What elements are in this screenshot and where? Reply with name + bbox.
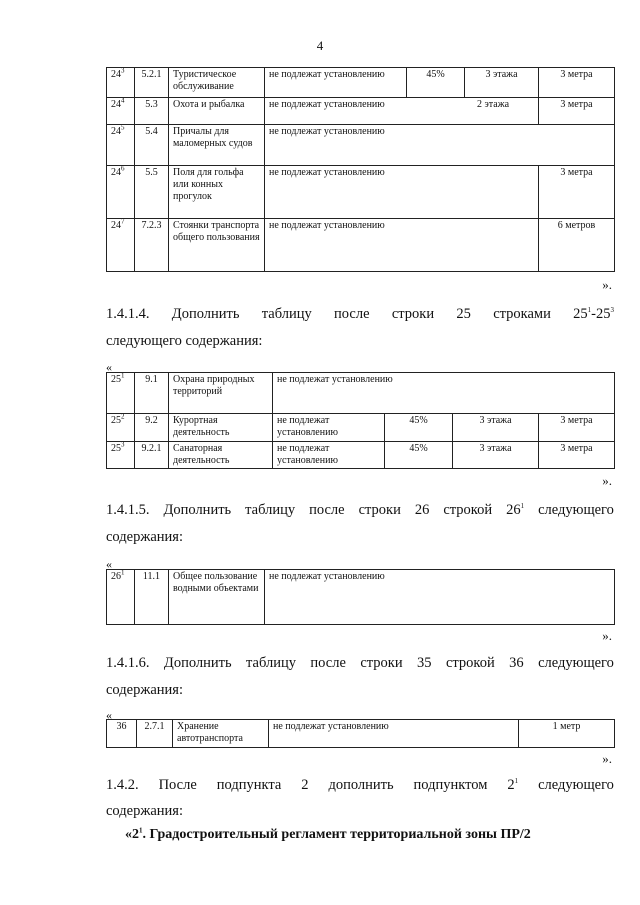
opening-quote: « — [106, 557, 112, 571]
table-row — [107, 373, 615, 414]
use-name-cell: Поля для гольфа или конных прогулок — [169, 166, 265, 219]
value-cell: не подлежат установлению — [273, 373, 615, 414]
opening-quote: « — [106, 360, 112, 374]
closing-quote: ». — [602, 751, 612, 766]
value-cell: не подлежат установлению — [265, 68, 407, 98]
code-cell: 11.1 — [135, 570, 169, 625]
table-row — [107, 442, 615, 469]
row-number: $24^5$ — [107, 125, 135, 166]
table-row — [107, 166, 615, 219]
row-number: $25^1$ — [107, 373, 135, 414]
table-rows-24 — [106, 67, 615, 272]
code-cell: 7.2.3 — [135, 219, 169, 272]
height-cell: 1 метр — [519, 720, 615, 748]
row-number: $25^3$ — [107, 442, 135, 469]
use-name-cell: Хранение автотранспорта — [173, 720, 269, 748]
table-row — [107, 219, 615, 272]
use-name-cell: Курортная деятельность — [169, 414, 273, 442]
use-name-cell: Стоянки транспорта общего пользования — [169, 219, 265, 272]
paragraph-1-4-1-4-line2: следующего содержания: — [106, 333, 263, 349]
table-row-26 — [106, 569, 615, 625]
closing-quote: ». — [602, 628, 612, 643]
table-rows-25 — [106, 372, 615, 469]
row-number: $26^1$ — [107, 570, 135, 625]
floors-cell: 2 этажа — [477, 99, 510, 110]
height-cell: 3 метра — [539, 98, 615, 125]
value-cell: не подлежат установлению — [269, 720, 519, 748]
value-cell: не подлежат установлению — [265, 125, 615, 166]
paragraph-1-4-1-5-line1: 1.4.1.5. Дополнить таблицу после строки 26 строкой $26^1$ следующего — [106, 502, 614, 518]
code-cell: 5.2.1 — [135, 68, 169, 98]
code-cell: 9.1 — [135, 373, 169, 414]
opening-quote: « — [106, 708, 112, 722]
value-cell: не подлежат установлению 2 этажа — [265, 98, 539, 125]
paragraph-1-4-1-4-line1: 1.4.1.4. Дополнить таблицу после строки 25 строками $25^1-25^3$ — [106, 306, 614, 322]
table-row — [107, 98, 615, 125]
section-heading: «$2^1$. Градостроительный регламент территориальной зоны ПР/2 — [125, 826, 531, 842]
height-cell: 3 метра — [539, 166, 615, 219]
table-row — [107, 68, 615, 98]
use-name-cell: Охота и рыбалка — [169, 98, 265, 125]
value-cell: не подлежат установлению — [265, 219, 539, 272]
height-cell: 3 метра — [539, 68, 615, 98]
floors-cell: 3 этажа — [453, 414, 539, 442]
table-row — [107, 125, 615, 166]
paragraph-1-4-2-line1: 1.4.2. После подпункта 2 дополнить подпунктом $2^1$ следующего — [106, 777, 614, 793]
use-name-cell: Охрана природных территорий — [169, 373, 273, 414]
table-row — [107, 720, 615, 748]
use-name-cell: Санаторная деятельность — [169, 442, 273, 469]
paragraph-1-4-1-6-line1: 1.4.1.6. Дополнить таблицу после строки 35 строкой 36 следующего — [106, 655, 614, 671]
page-number: 4 — [316, 38, 324, 53]
height-cell: 3 метра — [539, 442, 615, 469]
code-cell: 9.2 — [135, 414, 169, 442]
code-cell: 5.3 — [135, 98, 169, 125]
paragraph-1-4-2-line2: содержания: — [106, 803, 184, 819]
percent-cell: 45% — [407, 68, 465, 98]
value-cell: не подлежат установлению — [265, 570, 615, 625]
table-row — [107, 414, 615, 442]
row-number: $24^4$ — [107, 98, 135, 125]
table-row-36 — [106, 719, 615, 748]
use-name-cell: Общее пользование водными объектами — [169, 570, 265, 625]
code-cell: 2.7.1 — [137, 720, 173, 748]
percent-cell: 45% — [385, 442, 453, 469]
row-number: 36 — [107, 720, 137, 748]
table-row — [107, 570, 615, 625]
closing-quote: ». — [602, 277, 612, 292]
closing-quote: ». — [602, 473, 612, 488]
paragraph-1-4-1-5-line2: содержания: — [106, 529, 184, 545]
row-number: $25^2$ — [107, 414, 135, 442]
row-number: $24^3$ — [107, 68, 135, 98]
floors-cell: 3 этажа — [465, 68, 539, 98]
code-cell: 5.4 — [135, 125, 169, 166]
percent-cell: 45% — [385, 414, 453, 442]
value-cell: не подлежат установлению — [273, 442, 385, 469]
value-cell: не подлежат установлению — [265, 166, 539, 219]
row-number: $24^7$ — [107, 219, 135, 272]
row-number: $24^6$ — [107, 166, 135, 219]
code-cell: 9.2.1 — [135, 442, 169, 469]
value-cell: не подлежат установлению — [273, 414, 385, 442]
use-name-cell: Причалы для маломерных судов — [169, 125, 265, 166]
paragraph-1-4-1-6-line2: содержания: — [106, 682, 184, 698]
code-cell: 5.5 — [135, 166, 169, 219]
floors-cell: 3 этажа — [453, 442, 539, 469]
height-cell: 6 метров — [539, 219, 615, 272]
use-name-cell: Туристическое обслуживание — [169, 68, 265, 98]
height-cell: 3 метра — [539, 414, 615, 442]
